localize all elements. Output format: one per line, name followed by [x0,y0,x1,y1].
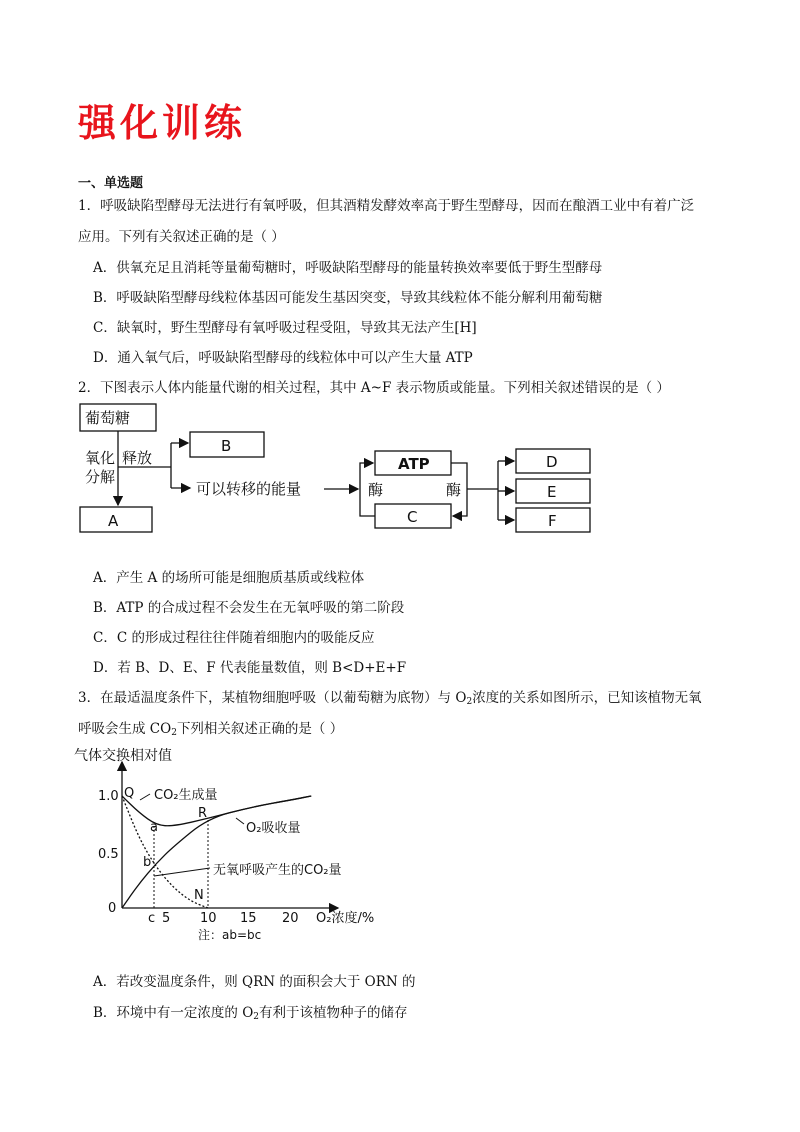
chart-note: 注：ab=bc [198,928,262,942]
decompose-label: 分解 [85,468,116,486]
d-label: D [546,453,558,471]
q3-stem-line1: 3．在最适温度条件下，某植物细胞呼吸（以葡萄糖为底物）与 $O_2$浓度的关系如图所示，已知该植物无氧 [78,690,702,707]
xtick-c: c [148,911,156,926]
anaerobic-series-label: 无氧呼吸产生的CO₂量 [213,863,342,878]
oxidize-label: 氧化 [85,449,116,467]
c-label: C [407,508,418,526]
point-a-label: a [150,820,158,835]
q1-stem-line2: 应用。下列有关叙述正确的是（ ） [78,229,285,245]
q1-option-a[interactable]: A．供氧充足且消耗等量葡萄糖时，呼吸缺陷型酵母的能量转换效率要低于野生型酵母 [93,260,603,276]
q3-option-a[interactable]: A．若改变温度条件，则 QRN 的面积会大于 ORN 的 [93,974,416,990]
q2-option-d[interactable]: D．若 B、D、E、F 代表能量数值，则 B<D+E+F [93,660,407,676]
a-label: A [108,512,119,530]
atp-label: ATP [398,455,430,473]
q3-stem-line2: 呼吸会生成 $CO_2$下列相关叙述正确的是（ ） [78,721,344,738]
section-heading: 一、单选题 [78,176,144,191]
q2-option-c[interactable]: C．C 的形成过程往往伴随着细胞内的吸能反应 [93,630,375,646]
enzyme-right-label: 酶 [446,481,462,499]
q2-stem-line1: 2．下图表示人体内能量代谢的相关过程，其中 A~F 表示物质或能量。下列相关叙述错误的是（ ） [78,380,670,396]
chart-xlabel: O₂浓度/% [316,911,375,926]
q1-option-c[interactable]: C．缺氧时，野生型酵母有氧呼吸过程受阻，导致其无法产生[H] [93,320,477,336]
anaerobic-leader-line [154,868,210,876]
o2-leader-line [236,818,244,824]
o2-series-label: O₂吸收量 [246,821,301,836]
o2-curve [122,796,311,908]
b-label: B [221,437,232,455]
xtick-10: 10 [200,911,217,926]
release-label: 释放 [122,449,153,467]
enzyme-left-label: 酶 [368,481,384,499]
ytick-05: 0.5 [98,847,119,862]
xtick-5: 5 [162,911,171,926]
f-label: F [548,512,557,530]
point-q-label: Q [124,786,135,801]
chart-ylabel: 气体交换相对值 [74,748,172,764]
q1-stem-line1: 1．呼吸缺陷型酵母无法进行有氧呼吸，但其酒精发酵效率高于野生型酵母，因而在酿酒工业中有着广泛 [78,198,695,214]
xtick-15: 15 [240,911,257,926]
ytick-1: 1.0 [98,789,119,804]
ytick-0: 0 [108,901,117,916]
q1-option-b[interactable]: B．呼吸缺陷型酵母线粒体基因可能发生基因突变，导致其线粒体不能分解利用葡萄糖 [93,290,603,306]
glucose-label: 葡萄糖 [85,409,131,427]
q1-option-d[interactable]: D．通入氧气后，呼吸缺陷型酵母的线粒体中可以产生大量 ATP [93,350,473,366]
energy-label: 可以转移的能量 [196,480,302,498]
q2-option-b[interactable]: B．ATP 的合成过程不会发生在无氧呼吸的第二阶段 [93,600,405,616]
point-r-label: R [198,806,208,821]
q3-option-b[interactable]: B．环境中有一定浓度的 $O_2$有利于该植物种子的储存 [93,1005,408,1022]
point-b-label: b [143,855,152,870]
q2-option-a[interactable]: A．产生 A 的场所可能是细胞质基质或线粒体 [93,570,365,586]
e-label: E [547,483,557,501]
page-title: 强化训练 [78,101,247,145]
point-n-label: N [194,888,204,903]
co2-leader-line [140,794,150,800]
xtick-20: 20 [282,911,299,926]
co2-series-label: CO₂生成量 [154,788,218,803]
